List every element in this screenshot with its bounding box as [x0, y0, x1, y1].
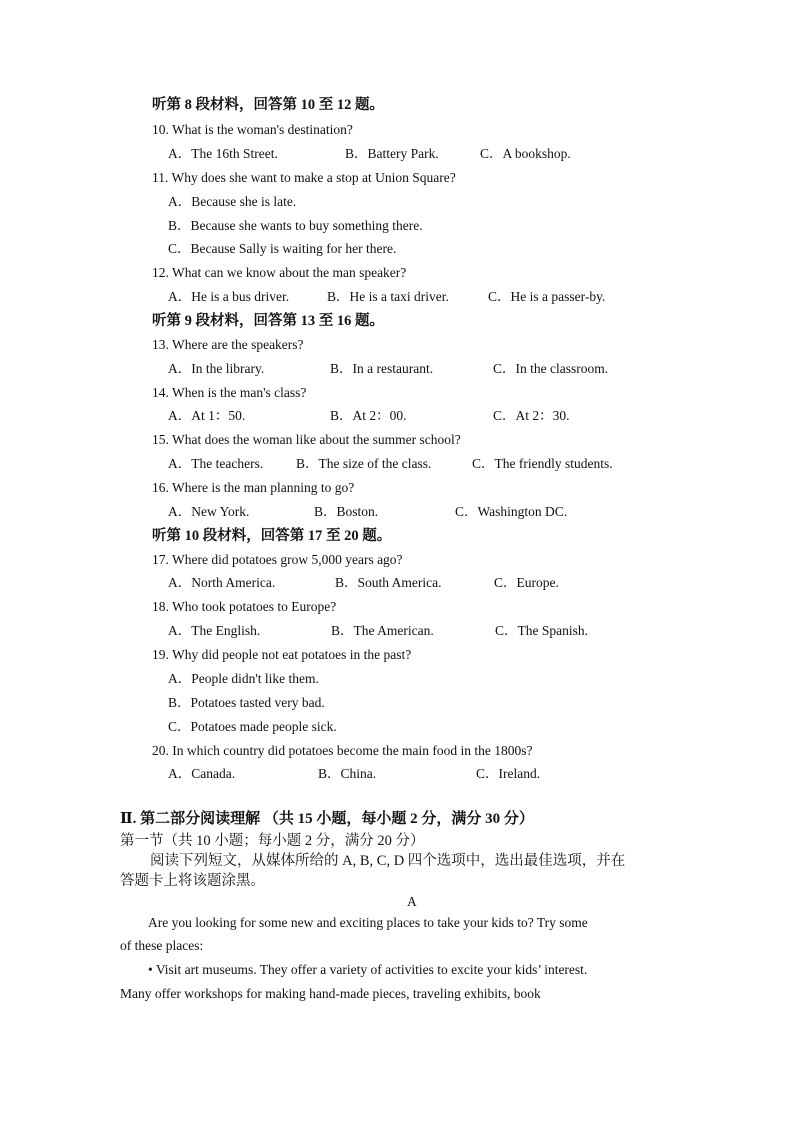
question-stem-15: 15. What does the woman like about the summer school?	[152, 432, 461, 447]
question-stem-18: 18. Who took potatoes to Europe?	[152, 599, 337, 614]
part2-subsection: 第一节（共 10 小题；每小题 2 分，满分 20 分）	[120, 833, 425, 849]
part2-instruction-line1: 阅读下列短文，从媒体所给的 A, B, C, D 四个选项中，选出最佳选项，并在	[150, 853, 626, 869]
passage-bullet1-line1: • Visit art museums. They offer a variety of activities to excite your kids’ interest.	[148, 962, 588, 977]
option-19-c: C．Potatoes made people sick.	[168, 719, 337, 734]
option-15-c: C．The friendly students.	[472, 456, 613, 471]
question-stem-17: 17. Where did potatoes grow 5,000 years ago?	[152, 552, 403, 567]
option-19-b: B．Potatoes tasted very bad.	[168, 695, 325, 710]
option-16-b: B．Boston.	[314, 504, 379, 519]
passage-bullet1-line2: Many offer workshops for making hand-made pieces, traveling exhibits, book	[120, 986, 541, 1001]
passage-para1-line1: Are you looking for some new and exciting places to take your kids to? Try some	[148, 915, 588, 930]
passage-para1-line2: of these places:	[120, 938, 204, 953]
option-17-a: A．North America.	[168, 575, 276, 590]
question-stem-19: 19. Why did people not eat potatoes in the past?	[152, 647, 412, 662]
option-15-a: A．The teachers.	[168, 456, 264, 471]
question-stem-11: 11. Why does she want to make a stop at Union Square?	[152, 170, 456, 185]
option-14-a: A．At 1：50.	[168, 408, 246, 423]
question-stem-10: 10. What is the woman's destination?	[152, 122, 353, 137]
part2-instruction-line2: 答题卡上将该题涂黑。	[120, 873, 265, 889]
option-10-c: C．A bookshop.	[480, 146, 571, 161]
option-14-c: C．At 2：30.	[493, 408, 570, 423]
question-stem-20: 20. In which country did potatoes become the main food in the 1800s?	[152, 743, 533, 758]
option-12-a: A．He is a bus driver.	[168, 289, 290, 304]
section-heading-10: 听第 10 段材料，回答第 17 至 20 题。	[152, 528, 392, 544]
option-18-c: C．The Spanish.	[495, 623, 588, 638]
option-12-c: C．He is a passer-by.	[488, 289, 606, 304]
option-17-c: C．Europe.	[494, 575, 559, 590]
option-14-b: B．At 2：00.	[330, 408, 407, 423]
option-16-c: C．Washington DC.	[455, 504, 568, 519]
option-13-b: B．In a restaurant.	[330, 361, 434, 376]
option-15-b: B．The size of the class.	[296, 456, 432, 471]
option-13-c: C．In the classroom.	[493, 361, 609, 376]
question-stem-12: 12. What can we know about the man speaker?	[152, 265, 407, 280]
part2-title: Ⅱ. 第二部分阅读理解 （共 15 小题，每小题 2 分，满分 30 分）	[120, 811, 534, 827]
option-20-c: C．Ireland.	[476, 766, 541, 781]
option-11-a: A．Because she is late.	[168, 194, 297, 209]
section-heading-9: 听第 9 段材料，回答第 13 至 16 题。	[152, 313, 384, 329]
passage-label: A	[407, 894, 417, 909]
option-18-a: A．The English.	[168, 623, 261, 638]
option-20-a: A．Canada.	[168, 766, 236, 781]
option-12-b: B．He is a taxi driver.	[327, 289, 449, 304]
option-17-b: B．South America.	[335, 575, 442, 590]
question-stem-13: 13. Where are the speakers?	[152, 337, 304, 352]
option-11-b: B．Because she wants to buy something there.	[168, 218, 423, 233]
option-18-b: B．The American.	[331, 623, 434, 638]
option-10-a: A．The 16th Street.	[168, 146, 278, 161]
option-10-b: B．Battery Park.	[345, 146, 439, 161]
option-20-b: B．China.	[318, 766, 377, 781]
option-13-a: A．In the library.	[168, 361, 265, 376]
option-11-c: C．Because Sally is waiting for her there.	[168, 241, 397, 256]
question-stem-14: 14. When is the man's class?	[152, 385, 307, 400]
option-16-a: A．New York.	[168, 504, 250, 519]
question-stem-16: 16. Where is the man planning to go?	[152, 480, 355, 495]
section-heading-8: 听第 8 段材料，回答第 10 至 12 题。	[152, 97, 384, 113]
option-19-a: A．People didn't like them.	[168, 671, 319, 686]
